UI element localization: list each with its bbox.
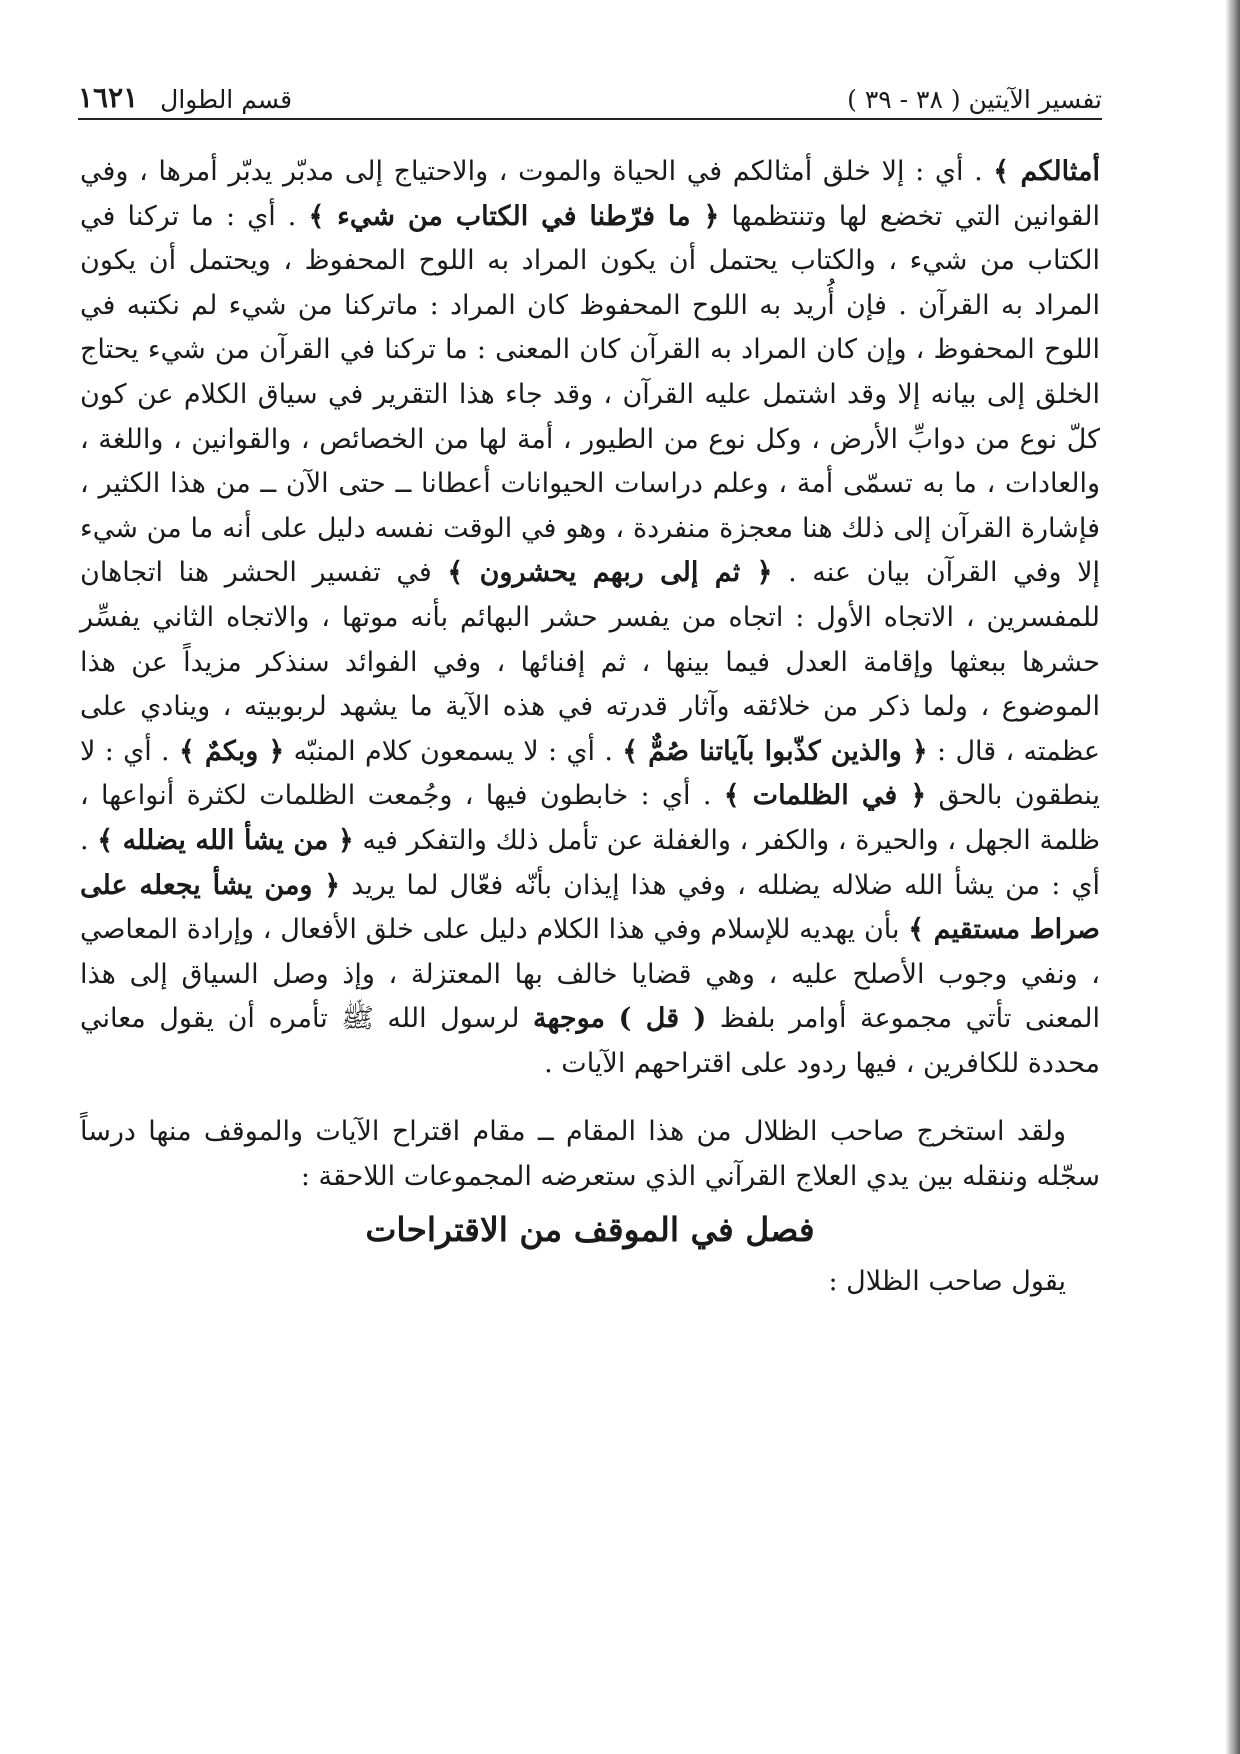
- header-left-group: [78, 81, 292, 114]
- scan-page-edge: [1226, 0, 1240, 1754]
- section-name: قسم الطوال: [160, 85, 293, 114]
- quote-intro: يقول صاحب الظلال :: [828, 1265, 1066, 1297]
- page-body: [80, 150, 1100, 1304]
- commentary-text: في تفسير الحشر هنا اتجاهان للمفسرين ، الاتجاه الأول : اتجاه من يفسر حشر البهائم بأنه موتها ، والاتجاه الثاني يفسِّر حشرها ببعثها وإقامة العدل فيما بينها ، ثم إفنائها ، وفي الفوائد سنذكر مزيداً عن هذا الموضوع ، ولما ذكر من خلائقه وآثار قدرته في هذه الآية ما يشهد لربوبيته ، وينادي على عظمته ، قال :: [80, 557, 1101, 767]
- commentary-text: [605, 1003, 619, 1034]
- commentary-text: . أي : من يشأ الله ضلاله يضلله ، وفي هذا إيذان بأنّه فعّال لما يريد: [80, 824, 1100, 901]
- page-number: ١٦٢١: [78, 81, 139, 114]
- commentary-text: . أي : خابطون فيها ، وجُمعت الظلمات لكثرة أنواعها ، ظلمة الجهل ، والحيرة ، والكفر ، والغفلة عن تأمل ذلك والتفكر فيه: [80, 780, 1100, 856]
- verse-quote: ﴿ ما فرّطنا في الكتاب من شيء ﴾: [308, 200, 720, 232]
- running-title: تفسير الآيتين ( ٣٨ - ٣٩ ): [847, 85, 1102, 114]
- verse-quote: ( قل ): [618, 1003, 707, 1035]
- commentary-text: بأن يهديه للإسلام وفي هذا الكلام دليل على خلق الأفعال ، وإرادة المعاصي ، ونفي وجوب الأصلح عليه ، وهي قضايا خالف بها المعتزلة ، وإذ وصل السياق إلى هذا المعنى تأتي مجموعة أوامر بلفظ: [80, 914, 1100, 1035]
- commentary-text: . أي : ما تركنا في الكتاب من شيء ، والكتاب يحتمل أن يكون المراد به اللوح المحفوظ ، ويحتمل أن يكون المراد به القرآن . فإن أُريد به اللوح المحفوظ كان المراد : ماتركنا من شيء لم نكتبه في اللوح المحفوظ ، وإن كان المراد به القرآن كان المعنى : ما تركنا في القرآن من شيء يحتاج الخلق إلى بيانه إلا وقد اشتمل عليه القرآن ، وقد جاء هذا التقرير في سياق الكلام عن كون كلّ نوع من دوابِّ الأرض ، وكل نوع من الطيور ، أمة لها من الخصائص ، والقوانين ، واللغة ، والعادات ، ما به تسمّى أمة ، وعلم دراسات الحيوانات أعطانا ــ حتى الآن ــ من هذا الكثير ، فإشارة القرآن إلى ذلك هنا معجزة منفردة ، وهو في الوقت نفسه دليل على أنه ما من شيء إلا وفي القرآن بيان عنه .: [80, 200, 1100, 589]
- commentary-text: . أي : إلا خلق أمثالكم في الحياة والموت ، والاحتياج إلى مدبّر يدبّر أمرها ، وفي القوانين التي تخضع لها وتنتظمها: [80, 156, 1100, 232]
- section-heading: فصل في الموقف من الاقتراحات: [365, 1209, 815, 1249]
- main-paragraph: [80, 150, 1100, 1086]
- paragraph-gap: [80, 1086, 1100, 1110]
- commentary-text: . أي : لا ينطقون بالحق: [80, 735, 1100, 812]
- verse-quote: ﴿ ومن يشأ يجعله على صراط مستقيم ﴾: [80, 869, 1100, 946]
- header-rule: [78, 118, 1102, 120]
- page-header: [78, 68, 1102, 114]
- verse-quote: ﴿ وبكمٌ ﴾: [178, 735, 285, 767]
- intro-paragraph: ولقد استخرج صاحب الظلال من هذا المقام ــ مقام اقتراح الآيات والموقف منها درساً سجّله وننقله بين يدي العلاج القرآني الذي ستعرضه المجموعات اللاحقة :: [80, 1116, 1100, 1193]
- verse-quote: ﴿ في الظلمات ﴾: [723, 780, 927, 812]
- verse-quote: ﴿ من يشأ الله يضلله ﴾: [97, 824, 354, 856]
- commentary-text: . أي : لا يسمعون كلام المنبّه: [284, 735, 623, 767]
- commentary-text: لرسول الله ﷺ تأمره أن يقول معاني محددة للكافرين ، فيها ردود على اقتراحهم الآيات .: [80, 1003, 1100, 1079]
- verse-quote: ﴿ والذين كذّبوا بآياتنا صُمٌّ ﴾: [622, 735, 928, 767]
- verse-quote: ﴿ ثم إلى ربهم يحشرون ﴾: [447, 557, 773, 589]
- verse-quote: أمثالكم ﴾: [993, 156, 1100, 187]
- verse-quote: موجهة: [533, 1003, 606, 1035]
